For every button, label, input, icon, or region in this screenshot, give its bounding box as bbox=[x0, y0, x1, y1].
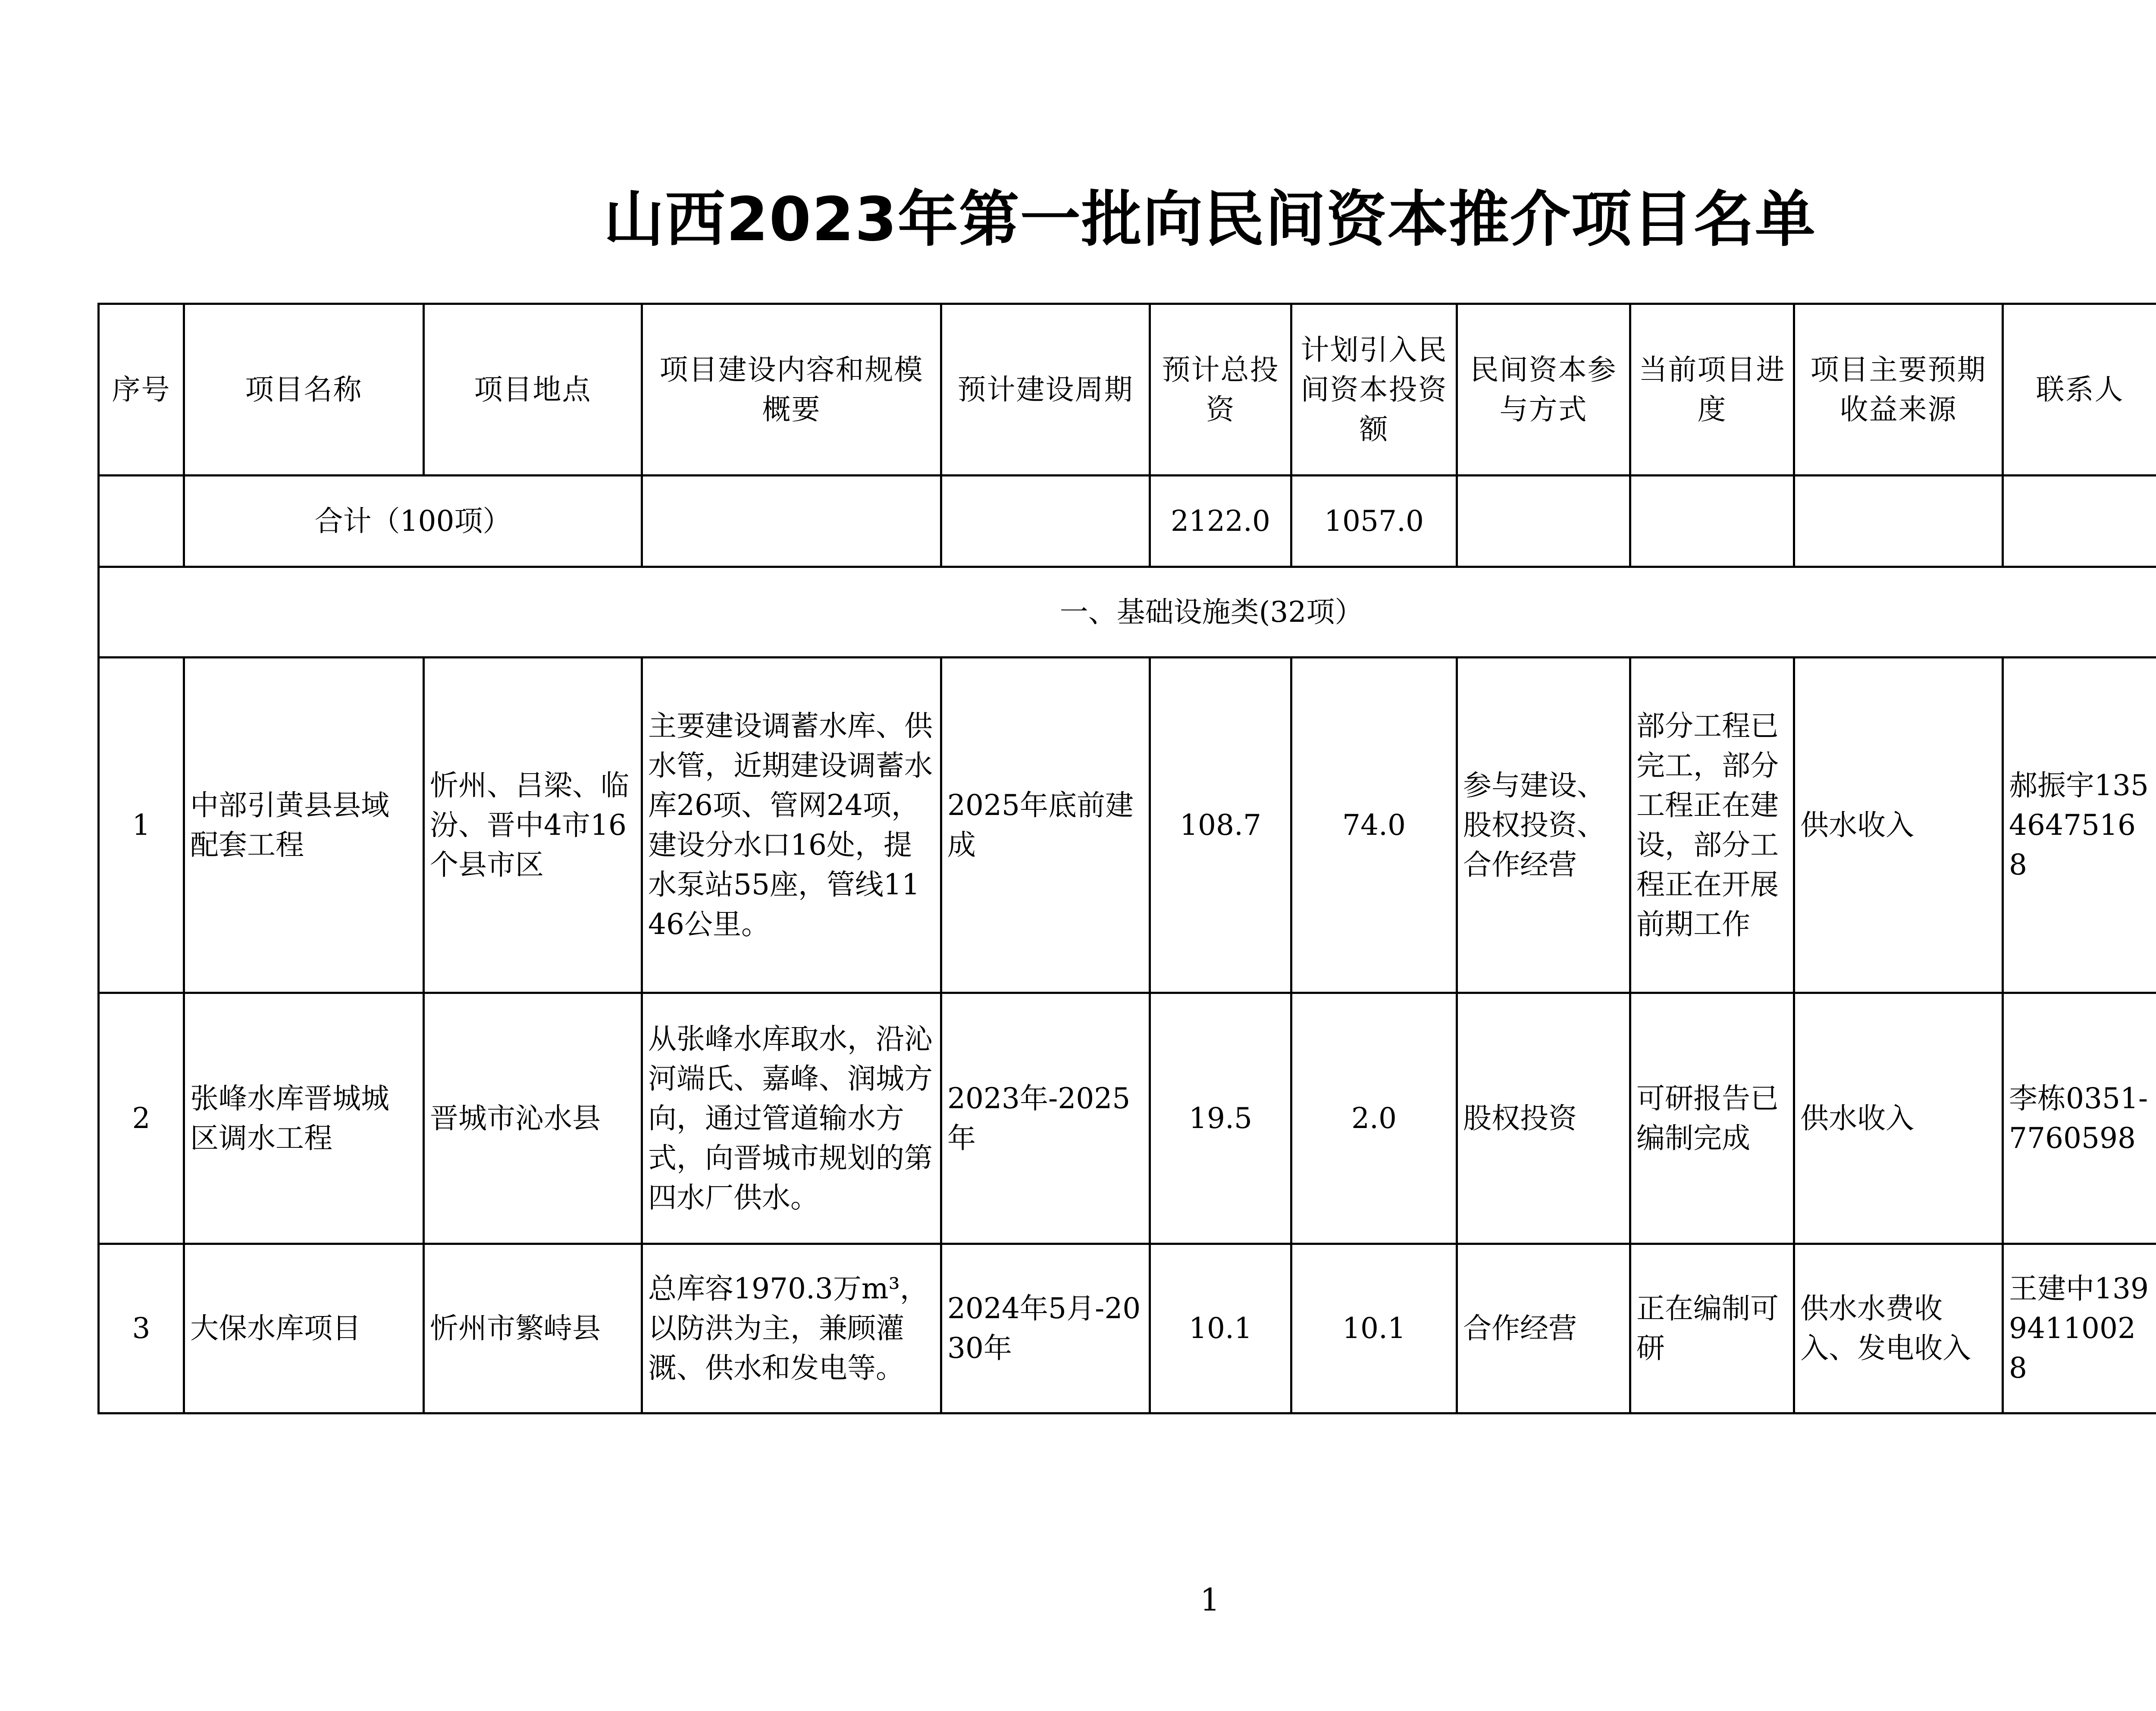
total-investment-sum: 2122.0 bbox=[1150, 476, 1291, 567]
total-label: 合计（100项） bbox=[184, 476, 642, 567]
project-scope: 从张峰水库取水，沿沁河端氏、嘉峰、润城方向，通过管道输水方式，向晋城市规划的第四水厂供水。 bbox=[642, 993, 941, 1244]
col-header-revenue: 项目主要预期收益来源 bbox=[1794, 304, 2003, 476]
private-investment-sum: 1057.0 bbox=[1291, 476, 1457, 567]
project-total-investment: 19.5 bbox=[1150, 993, 1291, 1244]
table-row bbox=[99, 1244, 2156, 1413]
page-number: 1 bbox=[1200, 1582, 1220, 1618]
project-revenue: 供水水费收入、发电收入 bbox=[1794, 1244, 2003, 1413]
project-progress: 正在编制可研 bbox=[1630, 1244, 1794, 1413]
project-period: 2024年5月-2030年 bbox=[941, 1244, 1150, 1413]
project-mode: 合作经营 bbox=[1457, 1244, 1630, 1413]
col-header-contact: 联系人 bbox=[2003, 304, 2156, 476]
category-heading: 一、基础设施类(32项） bbox=[99, 567, 2156, 658]
project-private-investment: 74.0 bbox=[1291, 658, 1457, 993]
project-period: 2025年底前建成 bbox=[941, 658, 1150, 993]
project-name: 张峰水库晋城城区调水工程 bbox=[184, 993, 424, 1244]
project-location: 晋城市沁水县 bbox=[424, 993, 642, 1244]
project-total-investment: 10.1 bbox=[1150, 1244, 1291, 1413]
col-header-private-investment: 计划引入民间资本投资额 bbox=[1291, 304, 1457, 476]
project-contact: 李栋0351-7760598 bbox=[2003, 993, 2156, 1244]
project-contact: 郝振宇13546475168 bbox=[2003, 658, 2156, 993]
project-name: 大保水库项目 bbox=[184, 1244, 424, 1413]
row-no: 3 bbox=[99, 1244, 184, 1413]
project-location: 忻州市繁峙县 bbox=[424, 1244, 642, 1413]
col-header-scope: 项目建设内容和规模概要 bbox=[642, 304, 941, 476]
col-header-name: 项目名称 bbox=[184, 304, 424, 476]
col-header-total-investment: 预计总投资 bbox=[1150, 304, 1291, 476]
project-location: 忻州、吕梁、临汾、晋中4市16个县市区 bbox=[424, 658, 642, 993]
header-row bbox=[99, 304, 2156, 476]
project-total-investment: 108.7 bbox=[1150, 658, 1291, 993]
col-header-progress: 当前项目进度 bbox=[1630, 304, 1794, 476]
total-row bbox=[99, 476, 2156, 567]
col-header-no: 序号 bbox=[99, 304, 184, 476]
project-private-investment: 10.1 bbox=[1291, 1244, 1457, 1413]
project-progress: 可研报告已编制完成 bbox=[1630, 993, 1794, 1244]
table-row bbox=[99, 993, 2156, 1244]
project-mode: 参与建设、股权投资、合作经营 bbox=[1457, 658, 1630, 993]
row-no: 1 bbox=[99, 658, 184, 993]
project-period: 2023年-2025年 bbox=[941, 993, 1150, 1244]
project-scope: 总库容1970.3万m³，以防洪为主，兼顾灌溉、供水和发电等。 bbox=[642, 1244, 941, 1413]
project-private-investment: 2.0 bbox=[1291, 993, 1457, 1244]
col-header-mode: 民间资本参与方式 bbox=[1457, 304, 1630, 476]
project-scope: 主要建设调蓄水库、供水管，近期建设调蓄水库26项、管网24项，建设分水口16处，提水泵站55座，管线1146公里。 bbox=[642, 658, 941, 993]
project-mode: 股权投资 bbox=[1457, 993, 1630, 1244]
table-row bbox=[99, 658, 2156, 993]
project-contact: 王建中13994110028 bbox=[2003, 1244, 2156, 1413]
project-progress: 部分工程已完工，部分工程正在建设，部分工程正在开展前期工作 bbox=[1630, 658, 1794, 993]
col-header-period: 预计建设周期 bbox=[941, 304, 1150, 476]
project-revenue: 供水收入 bbox=[1794, 993, 2003, 1244]
project-table bbox=[97, 303, 2156, 1414]
document-title: 山西2023年第一批向民间资本推介项目名单 bbox=[604, 185, 1816, 255]
project-name: 中部引黄县县域配套工程 bbox=[184, 658, 424, 993]
category-row bbox=[99, 567, 2156, 658]
row-no: 2 bbox=[99, 993, 184, 1244]
project-revenue: 供水收入 bbox=[1794, 658, 2003, 993]
col-header-location: 项目地点 bbox=[424, 304, 642, 476]
